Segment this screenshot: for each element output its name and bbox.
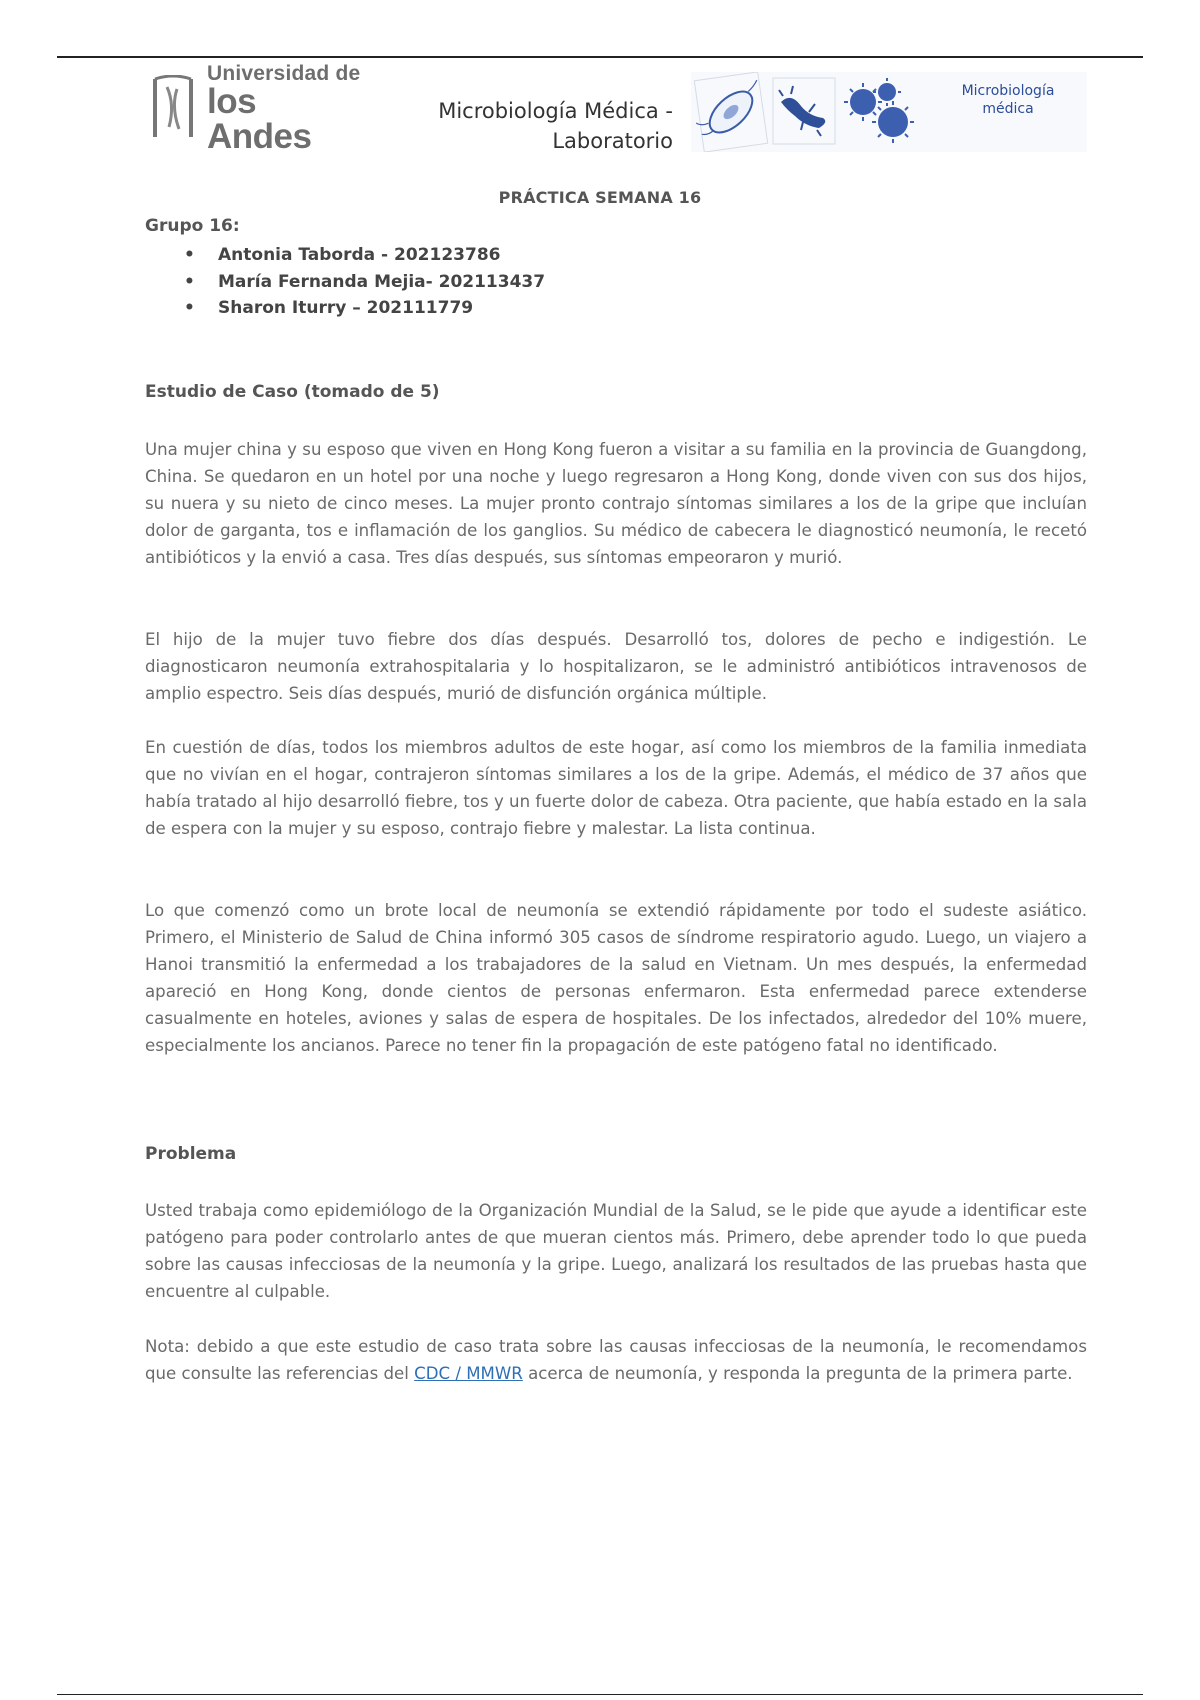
logo-line-1: Universidad de [207, 61, 361, 85]
list-item: • Sharon Iturry – 202111779 [180, 295, 545, 322]
logo-emblem-icon [145, 75, 201, 141]
note-text-after: acerca de neumonía, y responda la pregunta de la primera parte. [522, 1364, 1073, 1383]
bottom-rule [57, 1694, 1143, 1695]
top-rule [57, 56, 1143, 58]
cdc-mmwr-link[interactable]: CDC / MMWR [414, 1364, 523, 1383]
logo-wordmark [207, 63, 365, 154]
note-paragraph [145, 1333, 1087, 1387]
course-title-line-1: Microbiología Médica - [438, 99, 673, 123]
banner-label-line-1: Microbiología [961, 83, 1055, 99]
banner-label-line-2: médica [982, 101, 1034, 117]
document-title: PRÁCTICA SEMANA 16 [498, 188, 702, 207]
microbe-illustrations-icon [691, 72, 951, 152]
problem-heading: Problema [145, 1144, 237, 1164]
course-title-line-2: Laboratorio [552, 129, 673, 153]
case-paragraph-2: El hijo de la mujer tuvo fiebre dos días después. Desarrolló tos, dolores de pecho e indigestión. Le diagnosticaron neumonía extrahospitalaria y lo hospitalizaron, se le administró antibióticos intravenosos de amplio espectro. Seis días después, murió de disfunción orgánica múltiple. [145, 630, 1087, 703]
case-paragraph-1: Una mujer china y su esposo que viven en Hong Kong fueron a visitar a su familia en la provincia de Guangdong, China. Se quedaron en un hotel por una noche y luego regresaron a Hong Kong, donde viven con sus dos hijos, su nuera y su nieto de cinco meses. La mujer pronto contrajo síntomas similares a los de la gripe que incluían dolor de garganta, tos e inflamación de los ganglios. Su médico de cabecera le diagnosticó neumonía, le recetó antibióticos y la envió a casa. Tres días después, sus síntomas empeoraron y murió. [145, 440, 1087, 567]
university-logo [145, 61, 365, 156]
group-label: Grupo 16: [145, 216, 240, 236]
microbiology-banner [691, 72, 1087, 152]
case-paragraph-4: Lo que comenzó como un brote local de neumonía se extendió rápidamente por todo el sudeste asiático. Primero, el Ministerio de Salud de China informó 305 casos de síndrome respiratorio agudo. Luego, un viajero a Hanoi transmitió la enfermedad a los trabajadores de la salud en Vietnam. Un mes después, la enfermedad apareció en Hong Kong, donde cientos de personas enfermaron. Esta enfermedad parece extenderse casualmente en hoteles, aviones y salas de espera de hospitales. De los infectados, alrededor del 10% muere, especialmente los ancianos. Parece no tener fin la propagación de este patógeno fatal no identificado. [145, 901, 1087, 1055]
note-text-before: Nota: debido a que este estudio de caso trata sobre las causas infecciosas de la neumonía, le recomendamos que consulte las referencias del [145, 1337, 1087, 1383]
problem-paragraph: Usted trabaja como epidemiólogo de la Organización Mundial de la Salud, se le pide que ayude a identificar este patógeno para poder controlarlo antes de que mueran cientos más. Primero, debe aprender todo lo que pueda sobre las causas infecciosas de la neumonía y la gripe. Luego, analizará los resultados de las pruebas hasta que encuentre al culpable. [145, 1201, 1087, 1301]
list-item: • Antonia Taborda - 202123786 [180, 242, 545, 269]
group-members-list [180, 242, 545, 322]
case-study-heading: Estudio de Caso (tomado de 5) [145, 382, 440, 402]
case-paragraph-3: En cuestión de días, todos los miembros adultos de este hogar, así como los miembros de la familia inmediata que no vivían en el hogar, contrajeron síntomas similares a los de la gripe. Además, el médico de 37 años que había tratado al hijo desarrolló fiebre, tos y un fuerte dolor de cabeza. Otra paciente, que había estado en la sala de espera con la mujer y su esposo, contrajo fiebre y malestar. La lista continua. [145, 738, 1087, 838]
list-item: • María Fernanda Mejia- 202113437 [180, 269, 545, 296]
page-header [145, 61, 1085, 166]
logo-line-2: los Andes [207, 81, 312, 156]
course-title [393, 96, 673, 156]
banner-label [953, 82, 1063, 118]
